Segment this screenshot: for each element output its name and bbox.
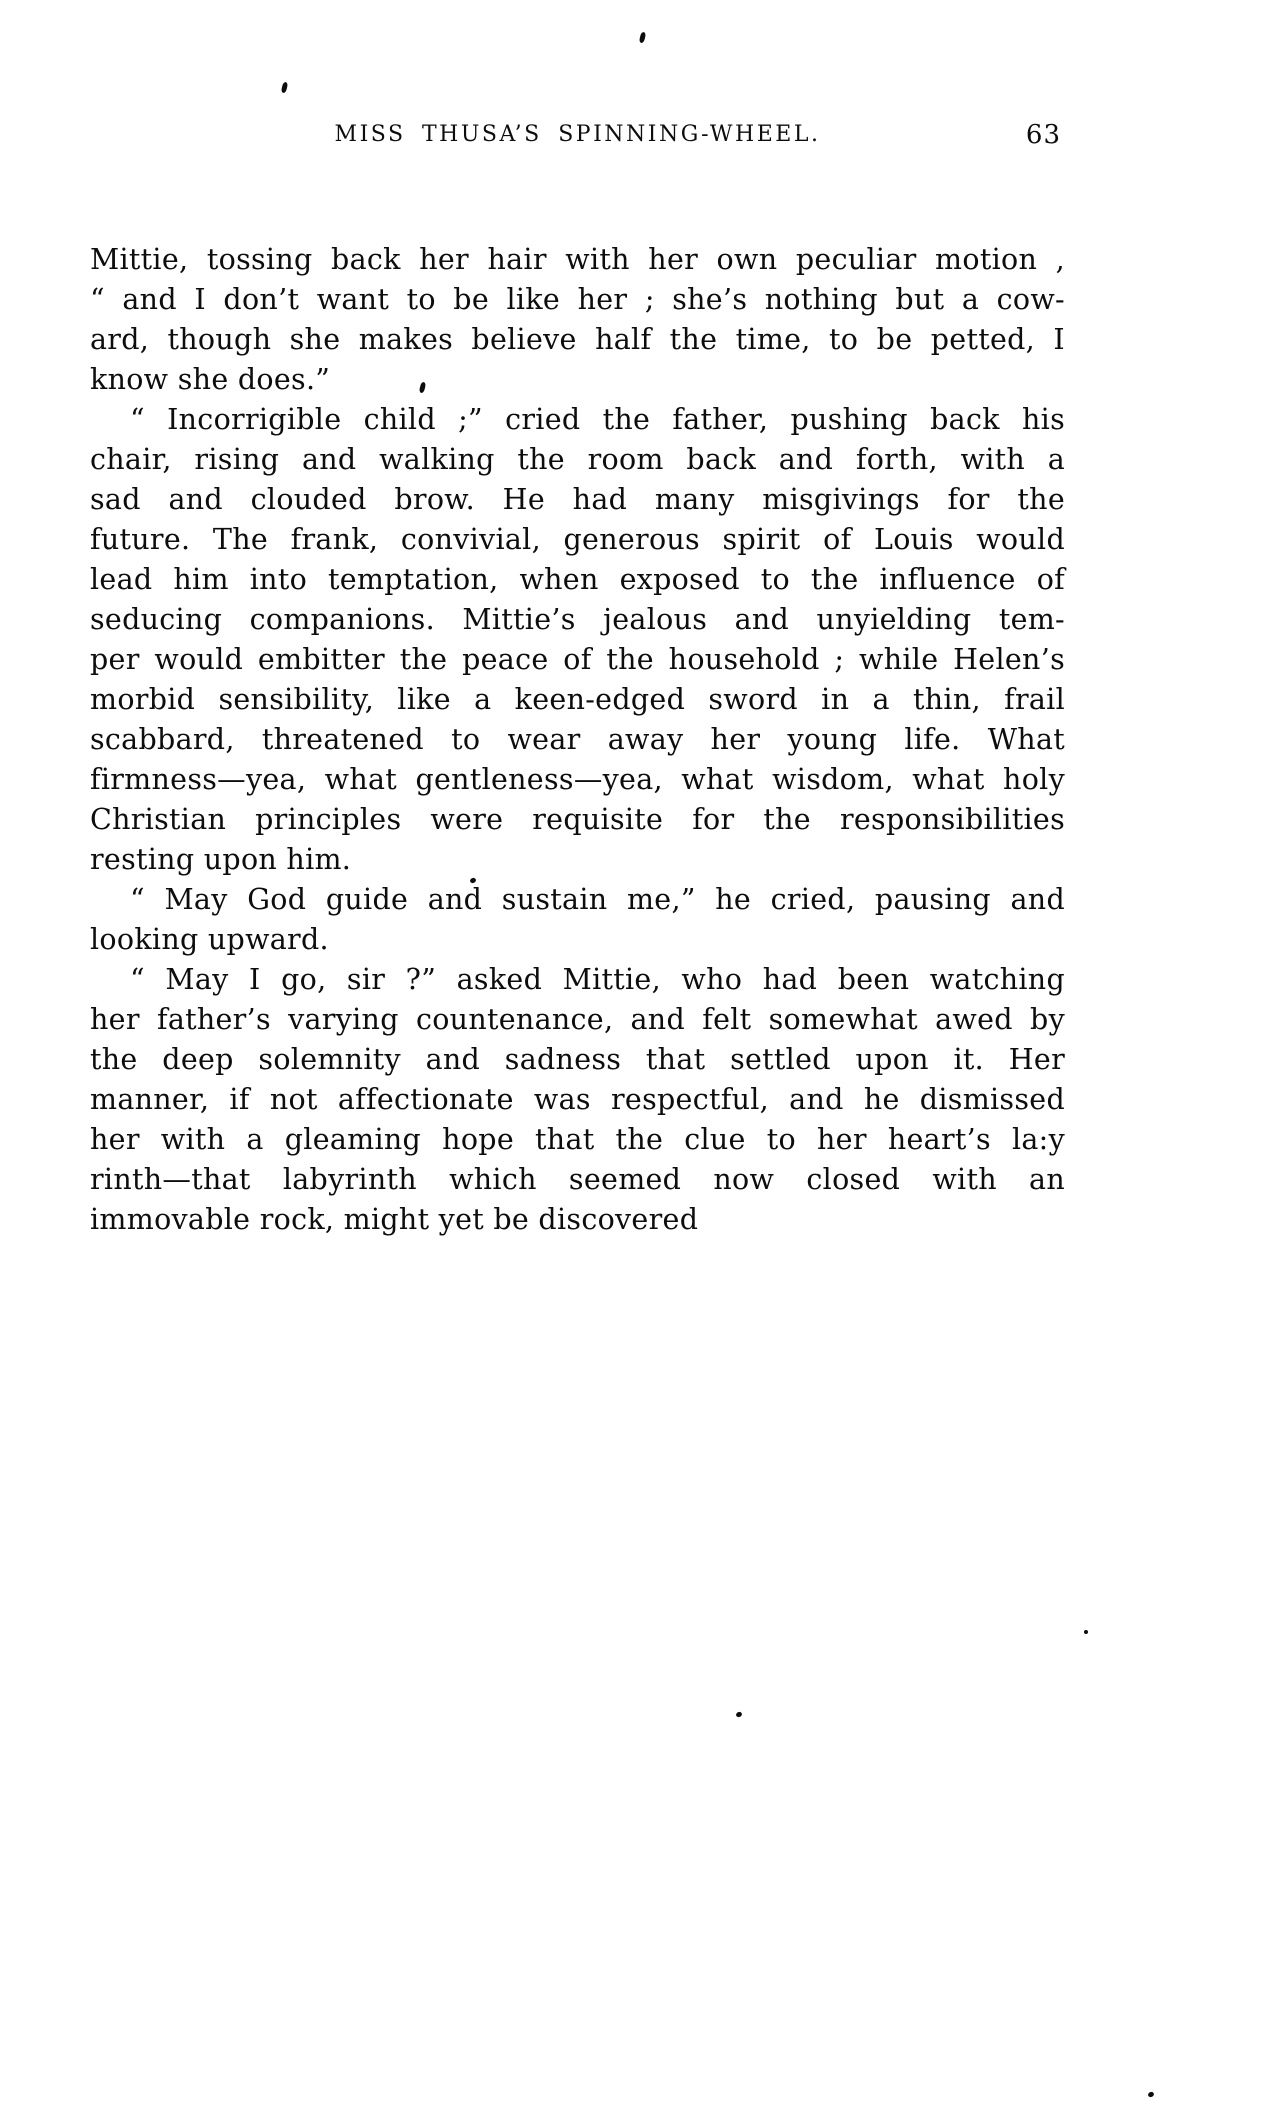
- text-line: know she does.”: [90, 363, 331, 396]
- text-line: scabbard, threatened to wear away her young life. What: [90, 723, 1065, 756]
- running-header: [90, 122, 1065, 156]
- text-line: chair, rising and walking the room back and forth, with a: [90, 443, 1065, 476]
- paragraph: [90, 960, 1065, 1240]
- page-number: 63: [1025, 120, 1061, 150]
- running-header-title: MISS THUSA’S SPINNING-WHEEL.: [334, 122, 821, 147]
- text-line: her with a gleaming hope that the clue to her heart’s la:y: [90, 1123, 1065, 1156]
- paragraph: [90, 400, 1065, 880]
- text-line: Mittie, tossing back her hair with her own peculiar motion ,: [90, 243, 1065, 276]
- text-line: per would embitter the peace of the household ; while Helen’s: [90, 643, 1065, 676]
- paragraph: [90, 240, 1065, 400]
- text-line: sad and clouded brow. He had many misgivings for the: [90, 483, 1065, 516]
- text-line: immovable rock, might yet be discovered: [90, 1203, 699, 1236]
- text-line: morbid sensibility, like a keen-edged sword in a thin, frail: [90, 683, 1065, 716]
- text-line: seducing companions. Mittie’s jealous and unyielding tem-: [90, 603, 1065, 636]
- paragraph: [90, 880, 1065, 960]
- text-line: rinth—that labyrinth which seemed now closed with an: [90, 1163, 1065, 1196]
- text-line: the deep solemnity and sadness that settled upon it. Her: [90, 1043, 1065, 1076]
- text-line: “ May God guide and sustain me,” he cried, pausing and: [130, 883, 1065, 916]
- text-line: “ Incorrigible child ;” cried the father, pushing back his: [130, 403, 1065, 436]
- scan-artifact: [281, 82, 289, 94]
- page-text-block: [90, 240, 1065, 1240]
- text-line: Christian principles were requisite for the responsibilities: [90, 803, 1065, 836]
- text-line: ard, though she makes believe half the time, to be petted, I: [90, 323, 1065, 356]
- text-line: looking upward.: [90, 923, 329, 956]
- text-line: future. The frank, convivial, generous spirit of Louis would: [90, 523, 1065, 556]
- scan-artifact: [639, 32, 647, 44]
- text-line: resting upon him.: [90, 843, 352, 876]
- text-line: her father’s varying countenance, and felt somewhat awed by: [90, 1003, 1065, 1036]
- text-line: “ May I go, sir ?” asked Mittie, who had been watching: [130, 963, 1065, 996]
- text-line: firmness—yea, what gentleness—yea, what wisdom, what holy: [90, 763, 1065, 796]
- scan-artifact: [1147, 2091, 1155, 2098]
- text-line: “ and I don’t want to be like her ; she’s nothing but a cow-: [90, 283, 1065, 316]
- text-line: lead him into temptation, when exposed to the influence of: [90, 563, 1065, 596]
- scan-artifact: [735, 1711, 743, 1718]
- scan-artifact: [1084, 1630, 1088, 1634]
- text-line: manner, if not affectionate was respectful, and he dismissed: [90, 1083, 1065, 1116]
